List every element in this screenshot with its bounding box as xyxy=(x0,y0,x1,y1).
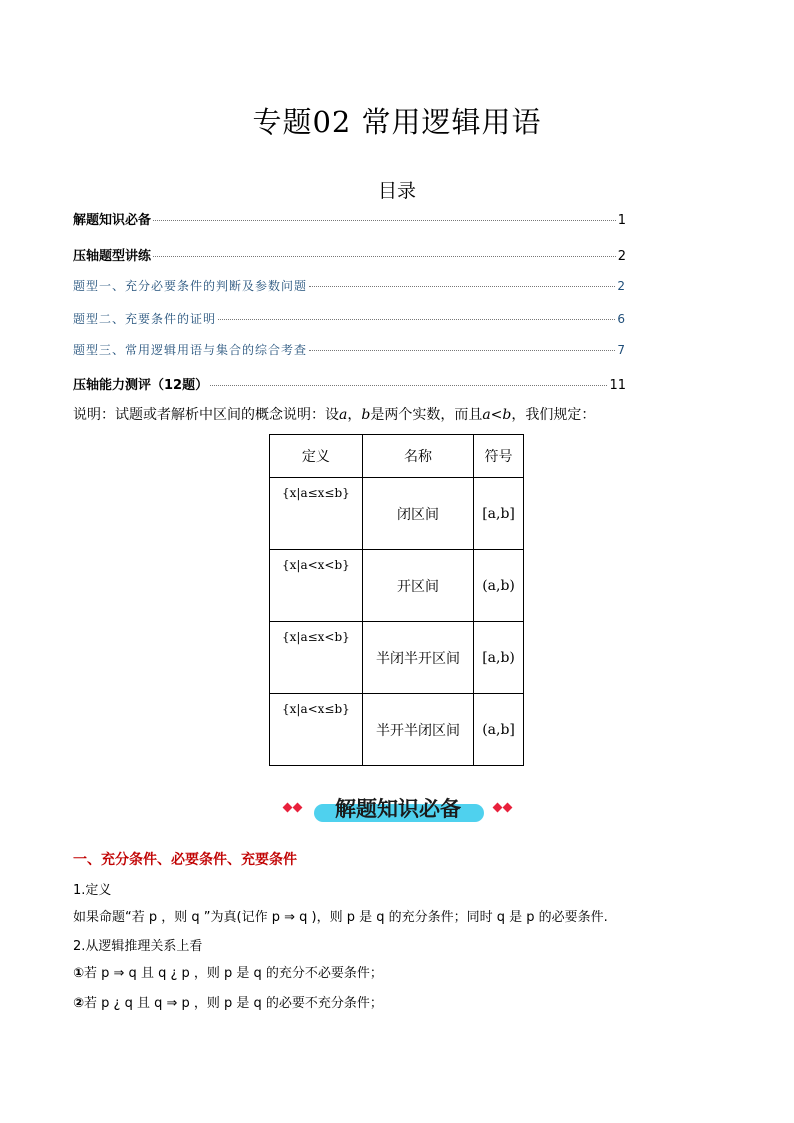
table-row xyxy=(270,478,524,550)
table-row xyxy=(270,550,524,622)
toc-leader xyxy=(153,256,616,257)
column-header: 名称 xyxy=(362,435,473,478)
toc-leader xyxy=(309,286,615,287)
toc-entry-page: 11 xyxy=(609,378,626,393)
subsection-label: 1.定义 xyxy=(73,883,112,898)
interval-name: 半开半闭区间 xyxy=(362,694,473,766)
toc-leader xyxy=(153,220,616,221)
toc-heading: 目录 xyxy=(377,180,416,202)
toc-entry-label: 题型三、常用逻辑用语与集合的综合考查 xyxy=(73,343,308,357)
section-heading: 一、充分条件、必要条件、充要条件 xyxy=(73,852,297,868)
toc-entry[interactable] xyxy=(73,310,626,327)
table-header-row xyxy=(270,435,524,478)
interval-symbol: [a,b] xyxy=(474,478,524,550)
list-item: ②若 p ¿ q 且 q ⇒ p ，则 p 是 q 的必要不充分条件； xyxy=(73,996,383,1011)
interval-definition: {x|a≤x<b} xyxy=(270,622,363,694)
toc-entry-page: 2 xyxy=(617,249,626,264)
interval-symbol: (a,b) xyxy=(474,550,524,622)
interval-table xyxy=(269,434,524,766)
toc-entry-label: 题型一、充分必要条件的判断及参数问题 xyxy=(73,279,308,293)
interval-definition: {x|a<x<b} xyxy=(270,550,363,622)
toc-entry-label: 解题知识必备 xyxy=(73,213,152,228)
toc-entry[interactable] xyxy=(73,341,626,358)
toc-entry-page: 2 xyxy=(617,279,626,293)
interval-symbol: (a,b] xyxy=(474,694,524,766)
interval-symbol: [a,b) xyxy=(474,622,524,694)
table-row xyxy=(270,694,524,766)
interval-definition: {x|a<x≤b} xyxy=(270,694,363,766)
table-row xyxy=(270,622,524,694)
toc-leader xyxy=(309,350,615,351)
subsection-label: 2.从逻辑推理关系上看 xyxy=(73,939,203,954)
interval-name: 半闭半开区间 xyxy=(362,622,473,694)
toc-entry-label: 压轴题型讲练 xyxy=(73,249,152,264)
toc-entry-page: 6 xyxy=(617,312,626,326)
toc-entry[interactable] xyxy=(73,245,626,264)
banner-title: 解题知识必备 xyxy=(335,797,461,821)
interval-name: 开区间 xyxy=(362,550,473,622)
toc-entry-label: 题型二、充要条件的证明 xyxy=(73,312,217,326)
toc-leader xyxy=(218,319,615,320)
list-item: ①若 p ⇒ q 且 q ¿ p ，则 p 是 q 的充分不必要条件； xyxy=(73,966,383,981)
interval-note: 说明：试题或者解析中区间的概念说明：设a，b是两个实数，而且a<b，我们规定： xyxy=(73,407,596,423)
toc-entry[interactable] xyxy=(73,277,626,294)
page-title: 专题02 常用逻辑用语 xyxy=(252,105,542,139)
toc-entry-page: 1 xyxy=(617,213,626,228)
toc-entry-page: 7 xyxy=(617,343,626,357)
column-header: 定义 xyxy=(270,435,363,478)
toc-entry[interactable] xyxy=(73,209,626,228)
toc-entry[interactable] xyxy=(73,374,626,393)
column-header: 符号 xyxy=(474,435,524,478)
interval-definition: {x|a≤x≤b} xyxy=(270,478,363,550)
interval-name: 闭区间 xyxy=(362,478,473,550)
toc-entry-label: 压轴能力测评（12题） xyxy=(73,378,209,393)
toc-leader xyxy=(210,385,607,386)
definition-text: 如果命题“若 p ，则 q ”为真(记作 p ⇒ q )，则 p 是 q 的充分条件；同时 q 是 p 的必要条件. xyxy=(73,910,608,925)
section-banner xyxy=(280,790,516,830)
